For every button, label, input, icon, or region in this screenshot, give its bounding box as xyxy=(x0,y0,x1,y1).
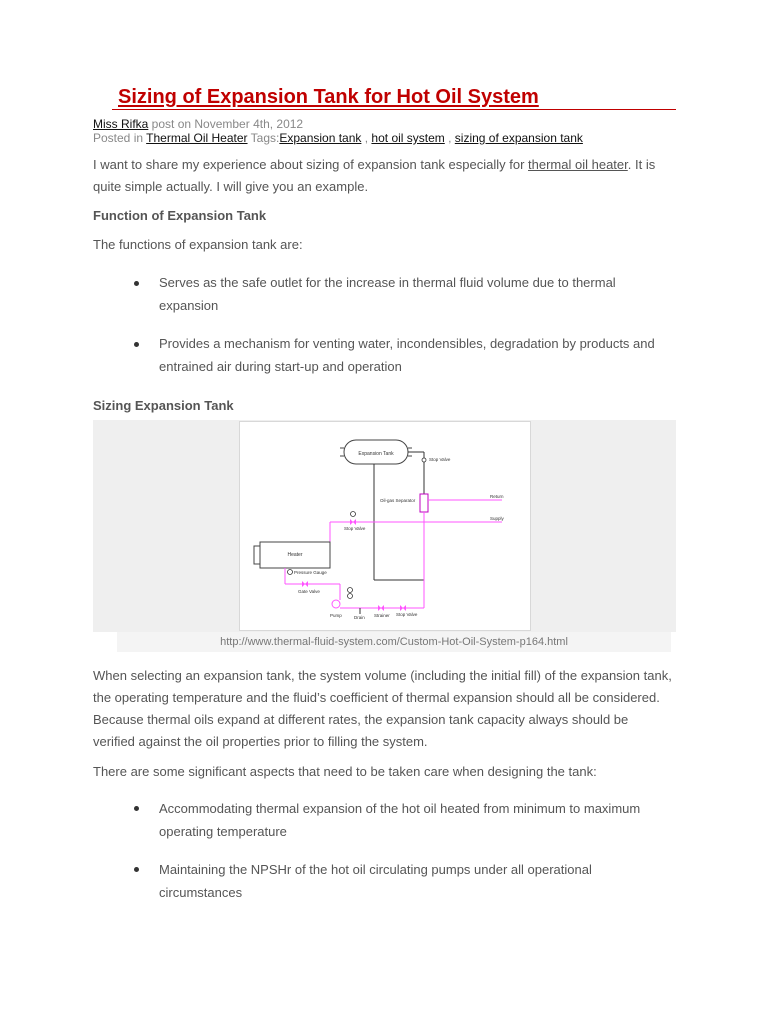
category-link[interactable]: Thermal Oil Heater xyxy=(146,131,248,145)
label-stop-valve-bottom: Stop Valve xyxy=(396,612,418,617)
label-heater: Heater xyxy=(287,552,303,558)
stop-valve-bottom-icon xyxy=(400,605,406,611)
heading-function: Function of Expansion Tank xyxy=(93,208,267,223)
intro-text: I want to share my experience about sizing of expansion tank especially for xyxy=(93,157,529,172)
posted-in-label: Posted in xyxy=(93,131,147,145)
label-supply: Supply xyxy=(490,516,504,521)
tag-link-expansion-tank[interactable]: Expansion tank xyxy=(279,131,362,145)
stop-valve-mid-icon xyxy=(350,519,356,525)
separator-shape xyxy=(420,494,428,512)
label-separator: Oil-gas Separator xyxy=(380,498,416,503)
list-item: Serves as the safe outlet for the increase in thermal fluid volume due to thermal expansion xyxy=(159,275,616,313)
strainer-icon xyxy=(378,605,384,611)
aspects-intro: There are some significant aspects that need to be taken care when designing the tank: xyxy=(93,764,597,779)
label-pump: Pump xyxy=(330,613,342,618)
label-stop-valve-top: Stop Valve xyxy=(429,457,451,462)
tag-link-sizing[interactable]: sizing of expansion tank xyxy=(454,131,583,145)
label-gate-valve: Gate Valve xyxy=(298,589,320,594)
tags-label: Tags: xyxy=(247,131,280,145)
tag-separator: , xyxy=(444,131,455,145)
bullet-marker xyxy=(134,281,139,286)
tag-separator: , xyxy=(361,131,372,145)
label-stop-valve-mid: Stop Valve xyxy=(344,526,366,531)
stop-valve-top-icon xyxy=(422,458,426,462)
label-pressure-gauge: Pressure Gauge xyxy=(294,570,327,575)
intro-paragraph xyxy=(93,154,673,198)
byline xyxy=(93,117,303,131)
label-drain: Drain xyxy=(354,615,365,620)
label-expansion-tank: Expansion Tank xyxy=(358,451,394,457)
tag-link-hot-oil-system[interactable]: hot oil system xyxy=(371,131,445,145)
title-divider xyxy=(112,109,676,110)
hot-oil-system-diagram xyxy=(239,421,531,631)
label-strainer: Strainer xyxy=(374,613,390,618)
bullet-marker xyxy=(134,867,139,872)
post-date: post on November 4th, 2012 xyxy=(148,117,304,131)
gate-valve-icon xyxy=(302,581,308,587)
bullet-marker xyxy=(134,342,139,347)
pump-icon xyxy=(332,600,340,608)
list-item: Provides a mechanism for venting water, incondensibles, degradation by products and entrained air during start-up and operation xyxy=(159,336,655,374)
pressure-gauge-icon xyxy=(288,570,293,575)
author-link[interactable]: Miss Rifka xyxy=(93,117,149,131)
label-return: Return xyxy=(490,494,504,499)
post-taxonomy xyxy=(93,131,583,145)
list-item: Accommodating thermal expansion of the hot oil heated from minimum to maximum operating temperature xyxy=(159,801,641,839)
selecting-paragraph: When selecting an expansion tank, the system volume (including the initial fill) of the expansion tank, the operating temperature and the fluid’s coefficient of thermal expansion should all be considered. Because thermal oils expand at different rates, the expansion tank capacity always should be verified against the oil properties prior to filling the system. xyxy=(93,668,672,749)
list-item: Maintaining the NPSHr of the hot oil circulating pumps under all operational circumstances xyxy=(159,862,592,900)
bullet-marker xyxy=(134,806,139,811)
thermal-oil-heater-link[interactable]: thermal oil heater xyxy=(528,157,628,172)
article-title[interactable]: Sizing of Expansion Tank for Hot Oil System xyxy=(118,86,539,108)
heading-sizing: Sizing Expansion Tank xyxy=(93,398,234,413)
figure-caption: http://www.thermal-fluid-system.com/Custom-Hot-Oil-System-p164.html xyxy=(220,636,568,648)
functions-intro: The functions of expansion tank are: xyxy=(93,237,303,252)
intro-text-end: . It is quite simple actually. I will give you an example. xyxy=(93,157,656,194)
